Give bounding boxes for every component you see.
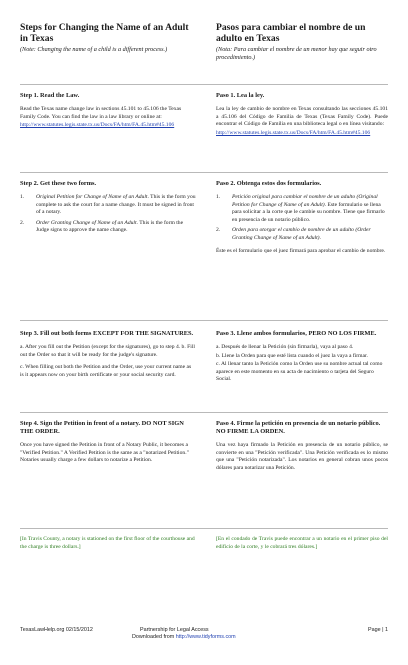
footer-site-date: TexasLawHelp.org 02/15/2012 (20, 627, 93, 633)
spanish-step1 (216, 92, 388, 137)
spanish-travis-text: [En el condado de Travis puede encontrar a un notario en el primer piso del edificio de la corte, y le cobrará tres dólares.] (216, 536, 388, 550)
step1-row (20, 92, 388, 137)
footer-download-prefix: Downloaded from (132, 634, 175, 640)
spanish-form-item: 2. Orden para otorgar el cambio de nombre de un adulto (Order Granting Change of Name of an Adult). (216, 227, 371, 241)
english-step3 (20, 330, 196, 389)
english-statute-link[interactable]: http://www.statutes.legis.state.tx.us/Docs/FA/htm/FA.45.htm#45.106 (20, 122, 175, 129)
english-step3-heading: Step 3. Fill out both forms EXCEPT FOR THE SIGNATURES. (20, 330, 194, 337)
spanish-statute-link[interactable]: http://www.statutes.legis.state.tx.us/Docs/FA/htm/FA.45.htm#45.106 (216, 129, 371, 136)
english-step4-text: Once you have signed the Petition in front of a Notary Public, it becomes a "Verified Petition." A Verified Petition is the same as a "notarized Petition." Notaries usually charge a few dollars to notarize a Petition. (20, 442, 189, 464)
spanish-form-item: 1. Petición original para cambiar el nombre de un adulto (Original Petition for Change of Name of an Adult). Este formulario se llena para solicitar a la corte que le cambie su nombre. Tiene que firmarlo en presencia de un notario público. (216, 194, 385, 223)
spanish-note: (Nota: Para cambiar el nombre de un menor hay que seguir otro procedimiento.) (216, 46, 377, 61)
step3-row (20, 330, 388, 389)
travis-row (20, 536, 388, 556)
english-step1-heading: Step 1. Read the Law. (20, 92, 80, 99)
spanish-step3-b: b. Llene la Orden para que esté lista cuando el juez la vaya a firmar. (216, 352, 368, 359)
spanish-step3-a: a. Después de llenar la Petición (sin firmarla), vaya al paso 4. (216, 344, 354, 350)
english-travis-note (20, 536, 196, 556)
english-title: Steps for Changing the Name of an Adult in Texas (20, 22, 189, 44)
english-step1 (20, 92, 196, 137)
english-form-item: 1. Original Petition for Change of Name of an Adult. This is the form you complete to ask the court for a name change. It must be signed in front of a notary. (20, 194, 196, 216)
english-step2-heading: Step 2. Get these two forms. (20, 180, 97, 187)
english-forms-list (20, 194, 196, 235)
spanish-step2-heading: Paso 2. Obtenga estos dos formularios. (216, 180, 322, 187)
footer-download-link[interactable]: http://www.tidyforms.com (175, 634, 236, 640)
divider-3 (20, 320, 388, 321)
title-row (20, 22, 388, 62)
spanish-header (216, 22, 388, 62)
step4-row (20, 420, 388, 477)
english-step4 (20, 420, 196, 477)
divider-1 (20, 84, 388, 85)
spanish-step4-text: Una vez haya firmado la Petición en presencia de un notario público, se convierte en una "Petición verificada". Una Petición verificada es lo mismo que una "Petición notarizada". Los notarios en general cobran unos pocos dólares para notarizar una Petición. (216, 442, 388, 471)
english-travis-text: [In Travis County, a notary is stationed on the first floor of the courthouse and the charge is three dollars.] (20, 536, 195, 550)
english-step1-text: Read the Texas name change law in sections 45.101 to 45.106 the Texas Family Code. You can find the law in a law library or online at: (20, 106, 182, 120)
english-form-item: 2. Order Granting Change of Name of an Adult. This is the form the Judge signs to approve the name change. (20, 219, 184, 234)
divider-5 (20, 528, 388, 529)
english-header (20, 22, 196, 62)
english-note: (Note: Changing the name of a child is a different process.) (20, 46, 168, 53)
english-step4-heading: Step 4. Sign the Petition in front of a notary. DO NOT SIGN THE ORDER. (20, 420, 184, 435)
step2-row (20, 180, 388, 260)
spanish-step4-heading: Paso 4. Firme la petición en presencia de un notario público. NO FIRME LA ORDEN. (216, 420, 381, 435)
footer-org: Partnership for Legal Access (140, 627, 209, 633)
divider-2 (20, 172, 388, 173)
spanish-step1-heading: Paso 1. Lea la ley. (216, 92, 265, 99)
spanish-title: Pasos para cambiar el nombre de un adulto en Texas (216, 22, 366, 44)
spanish-step2 (216, 180, 388, 260)
spanish-step4 (216, 420, 388, 477)
spanish-step2-after: Éste es el formulario que el juez firmará para aprobar el cambio de nombre. (216, 247, 386, 254)
english-step2 (20, 180, 196, 260)
spanish-step3 (216, 330, 388, 389)
english-step3-a: a. After you fill out the Petition (except for the signatures), go to step 4. b. Fill out the Order so that it will be ready for the judge's signature. (20, 344, 195, 358)
spanish-forms-list (216, 194, 388, 243)
divider-4 (20, 412, 388, 413)
spanish-travis-note (216, 536, 388, 556)
footer-page-number: Page | 1 (368, 627, 388, 633)
english-step3-c: c. When filling out both the Petition and the Order, use your current name as is it appears now on your birth certificate or your social security card. (20, 364, 192, 378)
spanish-step3-c: c. Al llenar tanto la Petición como la Orden use su nombre actual tal como aparece en este momento en su acta de nacimiento o tarjeta del Seguro Social. (216, 361, 383, 383)
spanish-step1-text: Lea la ley de cambio de nombre en Texas consultando las secciones 45.101 a 45.106 del Código de Familia de Texas (Texas Family Code). Puede encontrar el Código de Familia en una biblioteca legal o en línea visitando: (216, 106, 388, 128)
spanish-step3-heading: Paso 3. Llene ambos formularios, PERO NO LOS FIRME. (216, 330, 377, 337)
footer-download (132, 634, 236, 641)
